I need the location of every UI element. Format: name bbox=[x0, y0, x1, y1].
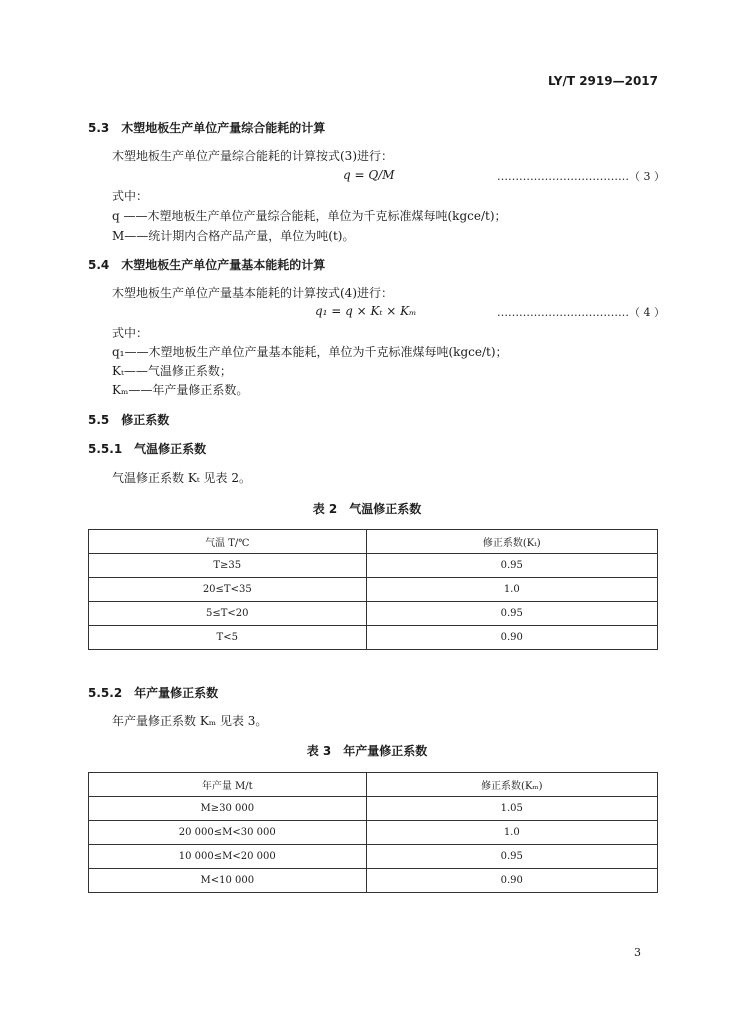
table-row bbox=[89, 797, 658, 821]
table-header-row bbox=[89, 773, 658, 797]
definition-Km: Kₘ——年产量修正系数。 bbox=[112, 383, 249, 397]
table-cell: 0.95 bbox=[366, 554, 657, 578]
formula-3: q = Q/M bbox=[343, 168, 395, 182]
table-header-cell: 修正系数(Kₘ) bbox=[366, 773, 657, 797]
section-5-5-2-text: 年产量修正系数 Kₘ 见表 3。 bbox=[112, 714, 268, 728]
equation-number-3: ………………………………（ 3 ） bbox=[497, 170, 665, 183]
table-2-caption: 表 2 气温修正系数 bbox=[312, 502, 422, 516]
definition-Kt: Kₜ——气温修正系数； bbox=[112, 364, 232, 378]
section-5-5-1-text: 气温修正系数 Kₜ 见表 2。 bbox=[112, 471, 252, 485]
section-5-3-heading: 5.3 木塑地板生产单位产量综合能耗的计算 bbox=[88, 121, 326, 135]
table-cell: T<5 bbox=[89, 626, 367, 650]
table-cell: 1.05 bbox=[366, 797, 657, 821]
table-cell: 20 000≤M<30 000 bbox=[89, 821, 367, 845]
table-cell: 10 000≤M<20 000 bbox=[89, 845, 367, 869]
section-5-5-2-heading: 5.5.2 年产量修正系数 bbox=[88, 686, 219, 700]
equation-number-4: ………………………………（ 4 ） bbox=[497, 306, 665, 319]
table-cell: M≥30 000 bbox=[89, 797, 367, 821]
table-row bbox=[89, 845, 658, 869]
table-header-row bbox=[89, 530, 658, 554]
table-cell: 1.0 bbox=[366, 821, 657, 845]
where-label: 式中： bbox=[112, 189, 149, 203]
table-cell: 0.90 bbox=[366, 626, 657, 650]
table-row bbox=[89, 869, 658, 893]
table-cell: 0.90 bbox=[366, 869, 657, 893]
table-2 bbox=[88, 529, 658, 650]
section-5-5-heading: 5.5 修正系数 bbox=[88, 413, 170, 427]
definition-M: M——统计期内合格产品产量，单位为吨(t)。 bbox=[112, 229, 355, 243]
table-row bbox=[89, 578, 658, 602]
table-header-cell: 修正系数(Kₜ) bbox=[366, 530, 657, 554]
standard-code: LY/T 2919—2017 bbox=[547, 74, 658, 88]
table-cell: 5≤T<20 bbox=[89, 602, 367, 626]
table-row bbox=[89, 602, 658, 626]
table-cell: 0.95 bbox=[366, 602, 657, 626]
definition-q: q ——木塑地板生产单位产量综合能耗，单位为千克标准煤每吨(kgce/t)； bbox=[112, 209, 507, 223]
table-3-caption: 表 3 年产量修正系数 bbox=[306, 744, 428, 758]
table-cell: 1.0 bbox=[366, 578, 657, 602]
formula-4: q₁ = q × Kₜ × Kₘ bbox=[315, 304, 417, 318]
table-row bbox=[89, 554, 658, 578]
table-cell: M<10 000 bbox=[89, 869, 367, 893]
table-cell: 0.95 bbox=[366, 845, 657, 869]
section-5-3-intro: 木塑地板生产单位产量综合能耗的计算按式(3)进行： bbox=[112, 149, 394, 163]
page-number: 3 bbox=[634, 946, 641, 959]
definition-q1: q₁——木塑地板生产单位产量基本能耗，单位为千克标准煤每吨(kgce/t)； bbox=[112, 345, 508, 359]
section-5-5-1-heading: 5.5.1 气温修正系数 bbox=[88, 442, 207, 456]
table-row bbox=[89, 626, 658, 650]
table-3 bbox=[88, 772, 658, 893]
where-label: 式中： bbox=[112, 326, 149, 340]
table-cell: T≥35 bbox=[89, 554, 367, 578]
section-5-4-heading: 5.4 木塑地板生产单位产量基本能耗的计算 bbox=[88, 258, 326, 272]
table-header-cell: 年产量 M/t bbox=[89, 773, 367, 797]
table-cell: 20≤T<35 bbox=[89, 578, 367, 602]
table-row bbox=[89, 821, 658, 845]
section-5-4-intro: 木塑地板生产单位产量基本能耗的计算按式(4)进行： bbox=[112, 286, 394, 300]
table-header-cell: 气温 T/℃ bbox=[89, 530, 367, 554]
